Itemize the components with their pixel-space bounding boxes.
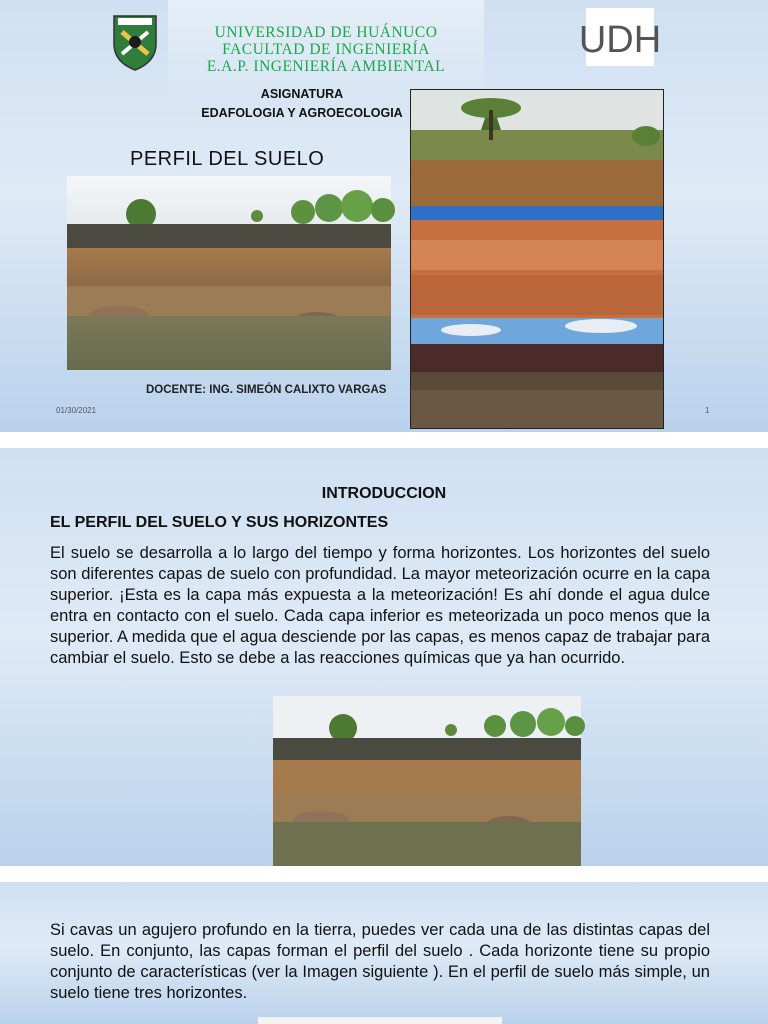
slide-horizons	[0, 882, 768, 1024]
slide-title: PERFIL DEL SUELO	[130, 148, 325, 170]
soil-profile-photo-2	[273, 696, 581, 866]
introduction-paragraph: El suelo se desarrolla a lo largo del tiempo y forma horizontes. Los horizontes del suelo son diferentes capas de suelo con profundidad. La mayor meteorización ocurre en la capa superior. ¡Esta es la capa más expuesta a la meteorización! Es ahí donde el agua dulce entra en contacto con el suelo. Cada capa inferior es meteorizada un poco menos que la superior. A medida que el agua desciende por las capas, es menos capaz de trabajar para cambiar el suelo. Esto se debe a las reacciones químicas que ya han ocurrido.	[50, 544, 710, 667]
subject-name: EDAFOLOGIA Y AGROECOLOGIA	[201, 106, 403, 120]
slide-cover	[0, 0, 768, 432]
introduction-heading: INTRODUCCION	[321, 485, 447, 502]
slide-date: 01/30/2021	[56, 406, 97, 415]
udh-logo	[578, 8, 662, 66]
landscape-collage	[410, 89, 664, 429]
school-name: E.A.P. INGENIERÍA AMBIENTAL	[206, 58, 446, 75]
next-image-edge	[258, 1017, 502, 1024]
faculty-name: FACULTAD DE INGENIERÍA	[222, 41, 430, 58]
section-heading: EL PERFIL DEL SUELO Y SUS HORIZONTES	[50, 514, 389, 531]
subject-label: ASIGNATURA	[260, 87, 344, 101]
soil-profile-photo	[67, 176, 391, 370]
teacher-name: DOCENTE: ING. SIMEÓN CALIXTO VARGAS	[146, 384, 387, 396]
slide-introduction	[0, 448, 768, 866]
horizons-paragraph: Si cavas un agujero profundo en la tierra, puedes ver cada una de las distintas capas del suelo. En conjunto, las capas forman el perfil del suelo . Cada horizonte tiene su propio conjunto de características (ver la Imagen siguiente ). En el perfil de suelo más simple, un suelo tiene tres horizontes.	[50, 921, 710, 1002]
university-shield-logo	[112, 14, 158, 72]
university-name: UNIVERSIDAD DE HUÁNUCO	[214, 24, 438, 41]
udh-logo-text: UDH	[578, 19, 662, 61]
page-number: 1	[705, 406, 710, 415]
